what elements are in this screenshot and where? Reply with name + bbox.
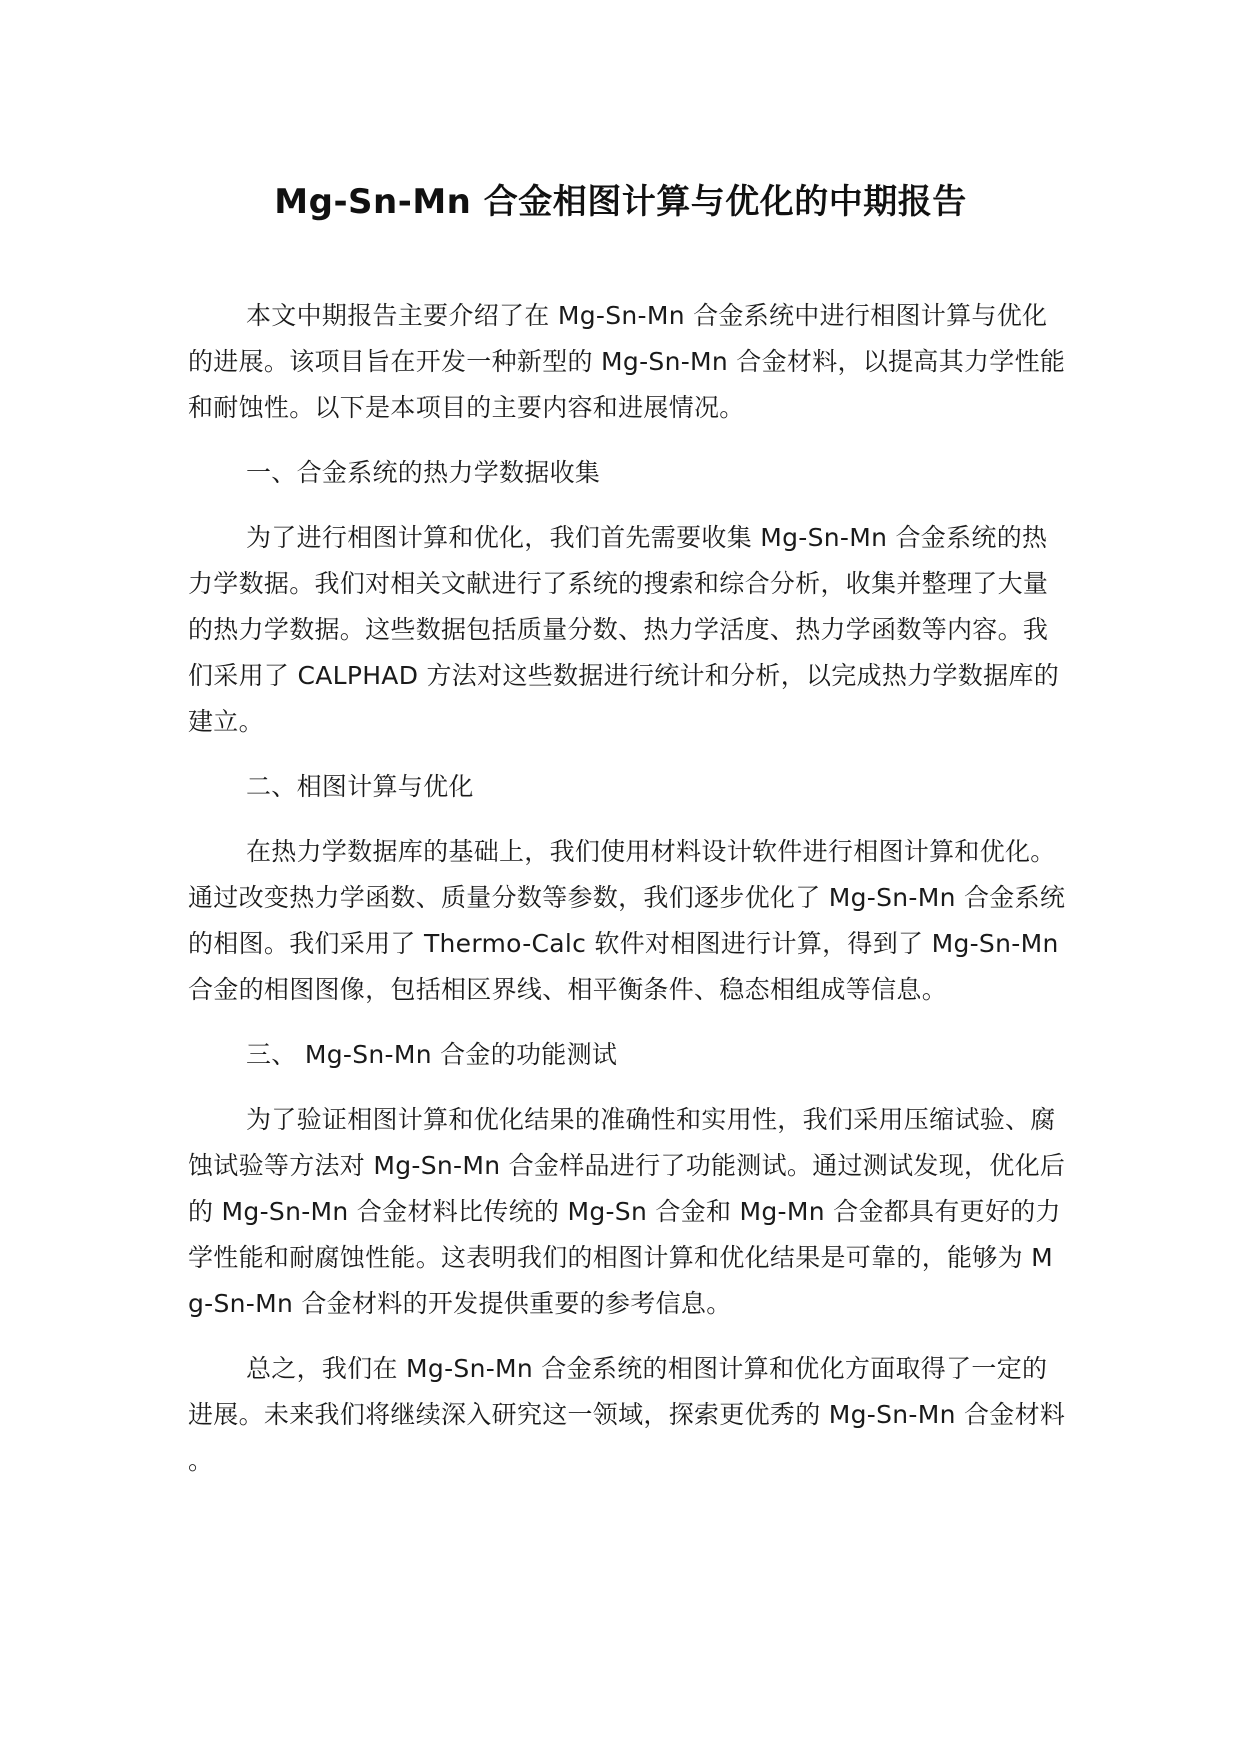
section-2-heading: 二、相图计算与优化 bbox=[246, 772, 474, 801]
section-3-paragraph: 为了验证相图计算和优化结果的准确性和实用性，我们采用压缩试验、腐蚀试验等方法对 Mg-Sn-Mn 合金样品进行了功能测试。通过测试发现，优化后的 Mg-Sn-Mn 合金材料比传统的 Mg-Sn 合金和 Mg-Mn 合金都具有更好的力学性能和耐腐蚀性能。这表明我们的相图计算和优化结果是可靠的，能够为 Mg-Sn-Mn 合金材料的开发提供重要的参考信息。 bbox=[188, 1105, 1066, 1318]
section-3-heading: 三、 Mg-Sn-Mn 合金的功能测试 bbox=[246, 1040, 618, 1069]
section-1-heading: 一、合金系统的热力学数据收集 bbox=[246, 458, 601, 487]
section-2-paragraph: 在热力学数据库的基础上，我们使用材料设计软件进行相图计算和优化。通过改变热力学函数、质量分数等参数，我们逐步优化了 Mg-Sn-Mn 合金系统的相图。我们采用了 Thermo-Calc 软件对相图进行计算，得到了 Mg-Sn-Mn 合金的相图图像，包括相区界线、相平衡条件、稳态相组成等信息。 bbox=[188, 837, 1066, 1004]
document-title: Mg-Sn-Mn 合金相图计算与优化的中期报告 bbox=[274, 182, 967, 222]
document-body bbox=[188, 293, 1068, 1503]
intro-paragraph: 本文中期报告主要介绍了在 Mg-Sn-Mn 合金系统中进行相图计算与优化的进展。该项目旨在开发一种新型的 Mg-Sn-Mn 合金材料，以提高其力学性能和耐蚀性。以下是本项目的主要内容和进展情况。 bbox=[188, 301, 1066, 422]
conclusion-paragraph: 总之，我们在 Mg-Sn-Mn 合金系统的相图计算和优化方面取得了一定的进展。未来我们将继续深入研究这一领域，探索更优秀的 Mg-Sn-Mn 合金材料。 bbox=[188, 1354, 1066, 1475]
section-1-paragraph: 为了进行相图计算和优化，我们首先需要收集 Mg-Sn-Mn 合金系统的热力学数据。我们对相关文献进行了系统的搜索和综合分析，收集并整理了大量的热力学数据。这些数据包括质量分数、热力学活度、热力学函数等内容。我们采用了 CALPHAD 方法对这些数据进行统计和分析，以完成热力学数据库的建立。 bbox=[188, 523, 1060, 736]
